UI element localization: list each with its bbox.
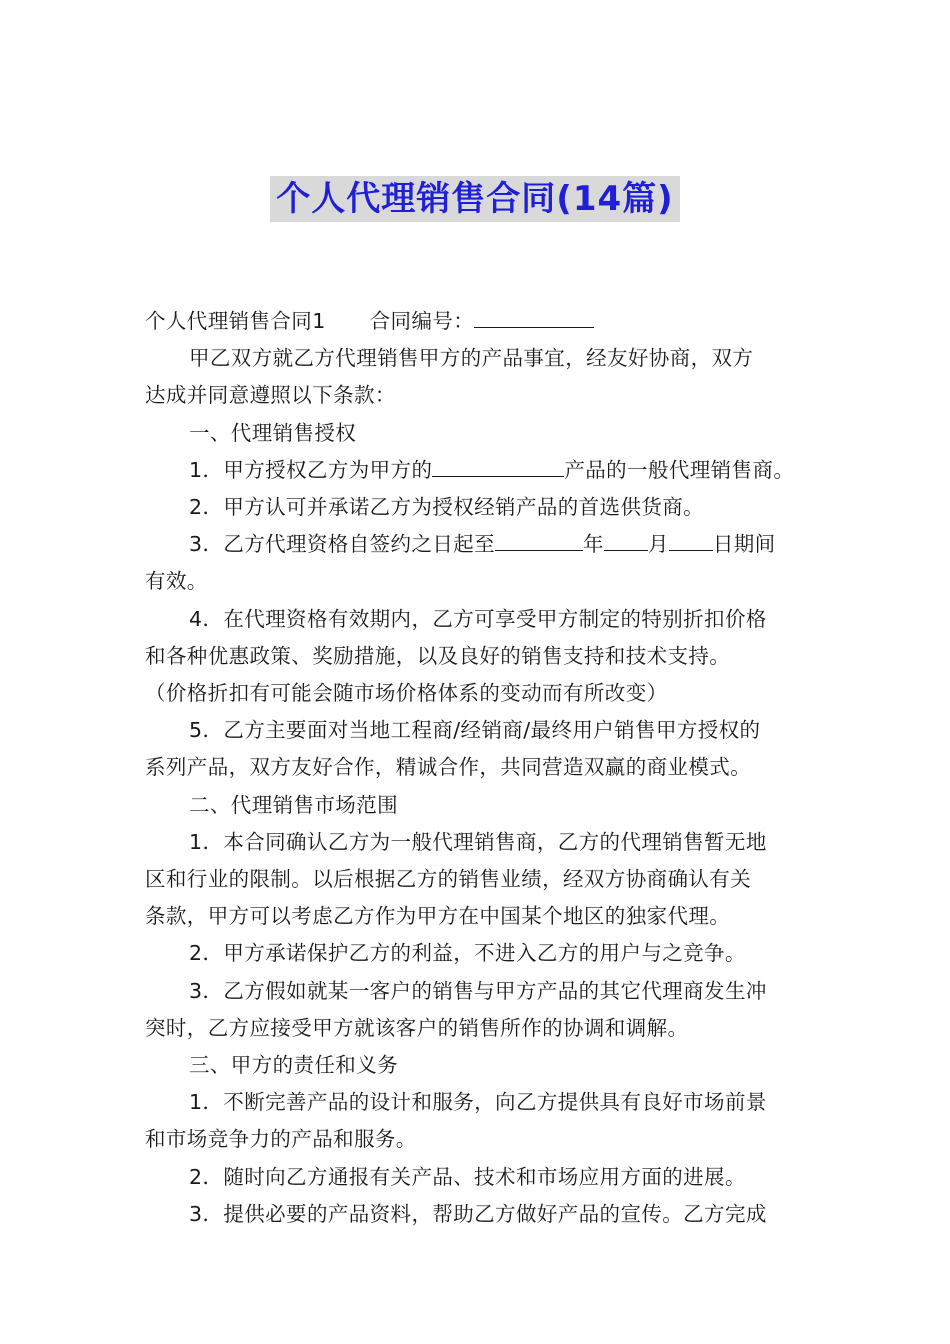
contract-body xyxy=(145,303,813,1233)
paragraph-line: 条款，甲方可以考虑乙方作为甲方在中国某个地区的独家代理。 xyxy=(145,904,731,929)
paragraph-line: 区和行业的限制。以后根据乙方的销售业绩，经双方协商确认有关 xyxy=(145,867,752,892)
clause-line: 1．不断完善产品的设计和服务，向乙方提供具有良好市场前景 xyxy=(189,1090,767,1115)
clause-line: 5．乙方主要面对当地工程商/经销商/最终用户销售甲方授权的 xyxy=(189,718,761,743)
clause-line: 3．乙方假如就某一客户的销售与甲方产品的其它代理商发生冲 xyxy=(189,978,767,1003)
month-blank xyxy=(604,526,648,551)
section-heading: 三、甲方的责任和义务 xyxy=(189,1053,398,1078)
contract-header-line xyxy=(145,303,813,340)
paragraph-line: 达成并同意遵照以下条款： xyxy=(145,383,396,408)
section-heading: 二、代理销售市场范围 xyxy=(189,792,398,817)
clause-line: 2．甲方认可并承诺乙方为授权经销产品的首选供货商。 xyxy=(189,495,705,520)
clause-line: 2．随时向乙方通报有关产品、技术和市场应用方面的进展。 xyxy=(189,1164,746,1189)
paragraph-line: 有效。 xyxy=(145,569,208,594)
paragraph-line: （价格折扣有可能会随市场价格体系的变动而有所改变） xyxy=(145,681,668,706)
contract-name: 个人代理销售合同1 xyxy=(145,309,326,333)
clause-line: 3．提供必要的产品资料，帮助乙方做好产品的宣传。乙方完成 xyxy=(189,1201,767,1226)
document-title: 个人代理销售合同(14篇) xyxy=(270,176,679,222)
title-wrap xyxy=(0,176,950,222)
clause-line: 1．本合同确认乙方为一般代理销售商，乙方的代理销售暂无地 xyxy=(189,829,767,854)
paragraph-line: 和市场竞争力的产品和服务。 xyxy=(145,1127,417,1152)
year-blank xyxy=(495,526,583,551)
paragraph-line: 系列产品，双方友好合作，精诚合作，共同营造双赢的商业模式。 xyxy=(145,755,752,780)
paragraph-line: 突时，乙方应接受甲方就该客户的销售所作的协调和调解。 xyxy=(145,1015,689,1040)
paragraph-line: 和各种优惠政策、奖励措施，以及良好的销售支持和技术支持。 xyxy=(145,643,731,668)
paragraph-line: 甲乙双方就乙方代理销售甲方的产品事宜，经友好协商，双方 xyxy=(189,346,754,371)
clause-line: 3．乙方代理资格自签约之日起至 年 月 日期间 xyxy=(145,526,813,563)
day-blank xyxy=(669,526,713,551)
clause-line: 2．甲方承诺保护乙方的利益，不进入乙方的用户与之竞争。 xyxy=(189,941,746,966)
section-heading: 一、代理销售授权 xyxy=(189,420,357,445)
clause-line: 1．甲方授权乙方为甲方的 产品的一般代理销售商。 xyxy=(145,452,813,489)
contract-number-blank xyxy=(474,303,594,328)
product-blank xyxy=(432,452,564,477)
contract-number-label: 合同编号： xyxy=(369,309,475,333)
clause-line: 4．在代理资格有效期内，乙方可享受甲方制定的特别折扣价格 xyxy=(189,606,767,631)
